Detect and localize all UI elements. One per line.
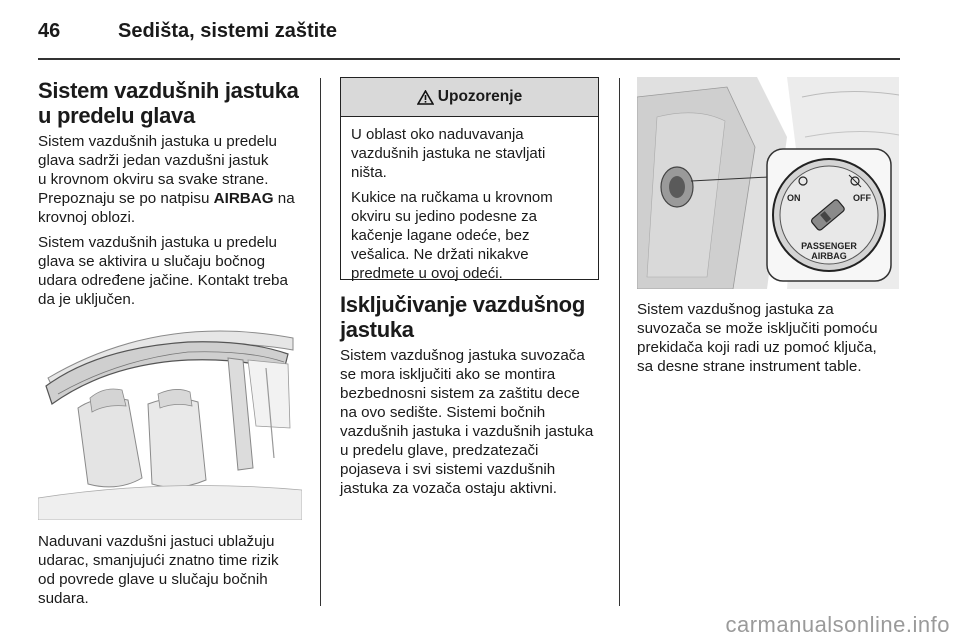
header-rule <box>38 58 900 60</box>
page-number: 46 <box>38 20 61 42</box>
switch-label-off: OFF <box>853 193 871 203</box>
warning-body <box>341 117 598 283</box>
paragraph-deactivation: Sistem vazdušnog jastuka suvozača se mora isključiti ako se montira bezbednosni sistem za zaštitu dece na ovo sedište. Sistemi bočnih vazdušnih jastuka i vazdušnih jastuka u predelu glave, predzatezači pojaseva i svi sistemi vazdušnih jastuka za vozača ostaju aktivni. <box>340 347 594 497</box>
warning-title: Upozorenje <box>437 88 523 105</box>
warning-header <box>341 78 598 117</box>
caption-airbag-switch: Sistem vazdušnog jastuka za suvozača se može isključiti pomoću prekidača koji radi uz pomoć ključa, sa desne strane instrument table. <box>637 301 878 375</box>
caption-curtain-airbags: Naduvani vazdušni jastuci ublažuju udarac, smanjujući znatno time rizik od povrede glave u slučaju bočnih sudara. <box>38 533 279 607</box>
running-title: Sedišta, sistemi zaštite <box>118 20 337 42</box>
column-1-text <box>38 78 310 315</box>
column-2-text <box>340 292 605 504</box>
column-1-caption <box>38 532 310 614</box>
warning-box <box>340 77 599 280</box>
column-divider-2 <box>619 78 620 606</box>
warning-paragraph-2: Kukice na ručkama u krovnom okviru su jedino podesne za kačenje lagane odeće, bez vešalica. Ne držati nikakve predmete u ovoj odeći. <box>351 189 553 282</box>
switch-label-airbag: AIRBAG <box>811 251 847 261</box>
paragraph-curtain-location: Sistem vazdušnih jastuka u predelu glava sadrži jedan vazdušni jastuk u krovnom okviru sa svake strane. Prepoznaju se po natpisu AIRBAG na krovnoj oblozi. <box>38 133 295 226</box>
column-divider-1 <box>320 78 321 606</box>
curtain-airbag-illustration <box>38 308 302 520</box>
switch-label-passenger: PASSENGER <box>801 241 857 251</box>
switch-label-on: ON <box>787 193 801 203</box>
warning-triangle-icon <box>417 90 434 105</box>
watermark: carmanualsonline.info <box>725 612 950 637</box>
warning-paragraph-1: U oblast oko naduvavanja vazdušnih jastuka ne stavljati ništa. <box>351 126 546 181</box>
airbag-switch-illustration <box>637 77 899 289</box>
airbag-label-bold: AIRBAG <box>213 190 274 207</box>
section-heading-airbag-deactivation: Isključivanje vazdušnog jastuka <box>340 292 585 342</box>
section-heading-curtain-airbags: Sistem vazdušnih jastuka u predelu glava <box>38 78 299 128</box>
paragraph-curtain-activation: Sistem vazdušnih jastuka u predelu glava se aktivira u slučaju bočnog udara određene jačine. Kontakt treba da je uključen. <box>38 234 288 308</box>
column-3-caption <box>637 300 902 382</box>
